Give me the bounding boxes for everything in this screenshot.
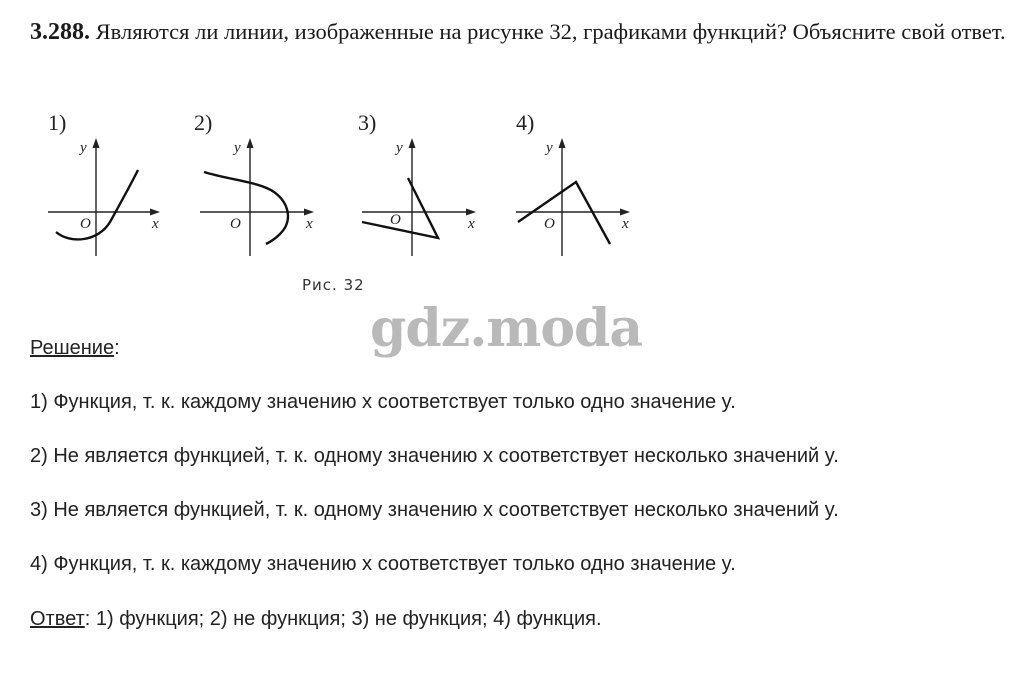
graph-2-y-arrow xyxy=(247,138,254,148)
graph-1-label: 1) xyxy=(48,110,67,135)
graph-1-curve xyxy=(56,170,138,239)
answer-label: Ответ xyxy=(30,608,85,630)
graph-4-y-label: y xyxy=(546,140,553,156)
graph-3-y-arrow xyxy=(409,138,416,148)
answer-line xyxy=(30,607,602,631)
solution-line-2: 2) Не является функцией, т. к. одному значению x соответствует несколько значений y. xyxy=(30,445,839,467)
figure-32 xyxy=(40,104,660,304)
graph-1-y-label: y xyxy=(80,140,87,156)
graph-2-x-label: x xyxy=(306,216,313,232)
graph-2-label: 2) xyxy=(194,110,213,135)
graph-3-origin: O xyxy=(390,212,401,228)
solution-heading: Решение xyxy=(30,337,115,359)
watermark: gdz.moda xyxy=(370,298,643,359)
solution-line-4: 4) Функция, т. к. каждому значению x соответствует только одно значение y. xyxy=(30,553,736,575)
graph-4-x-arrow xyxy=(620,209,630,216)
problem-text: Являются ли линии, изображенные на рисунке 32, графиками функций? Объясните свой ответ. xyxy=(95,19,1006,44)
graph-1 xyxy=(48,110,160,256)
graph-2-curve xyxy=(204,172,288,244)
graph-3-y-label: y xyxy=(396,140,403,156)
problem-number: 3.288. xyxy=(30,19,90,45)
graph-1-x-arrow xyxy=(150,209,160,216)
answer-text: : 1) функция; 2) не функция; 3) не функция; 4) функция. xyxy=(84,608,602,630)
graph-2-y-label: y xyxy=(234,140,241,156)
figure-svg xyxy=(40,104,660,304)
graph-4-origin: O xyxy=(544,216,555,232)
graph-4-y-arrow xyxy=(559,138,566,148)
graph-3-x-label: x xyxy=(468,216,475,232)
graph-3-polyline xyxy=(362,178,438,238)
graph-3 xyxy=(358,110,476,256)
figure-caption: Рис. 32 xyxy=(302,276,365,294)
solution-heading-colon: : xyxy=(114,337,120,359)
solution-line-1: 1) Функция, т. к. каждому значению x соответствует только одно значение y. xyxy=(30,391,736,413)
graph-2-origin: O xyxy=(230,216,241,232)
graph-2-x-arrow xyxy=(304,209,314,216)
graph-4-label: 4) xyxy=(516,110,535,135)
graph-3-x-arrow xyxy=(466,209,476,216)
graph-4-polyline xyxy=(518,182,610,244)
graph-4-x-label: x xyxy=(622,216,629,232)
problem-statement xyxy=(30,14,1010,50)
graph-1-y-arrow xyxy=(93,138,100,148)
graph-1-origin: O xyxy=(80,216,91,232)
graph-1-x-label: x xyxy=(152,216,159,232)
graph-3-label: 3) xyxy=(358,110,377,135)
solution-line-3: 3) Не является функцией, т. к. одному значению x соответствует несколько значений y. xyxy=(30,499,839,521)
graph-4 xyxy=(516,110,630,256)
graph-2 xyxy=(194,110,314,256)
solution-heading-line xyxy=(30,336,120,360)
